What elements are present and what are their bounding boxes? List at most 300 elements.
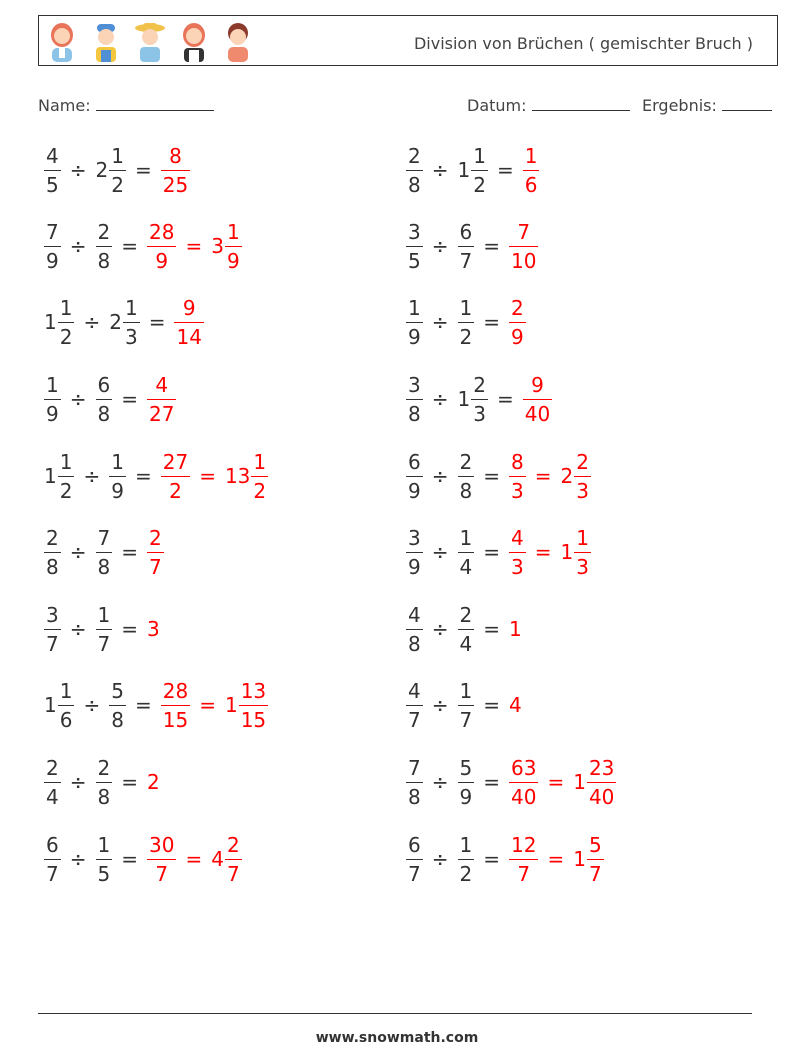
denominator: 9 bbox=[408, 324, 421, 349]
divide-sign: ÷ bbox=[431, 693, 449, 717]
denominator: 7 bbox=[517, 861, 531, 886]
numerator: 28 bbox=[149, 219, 175, 244]
fraction bbox=[174, 295, 203, 349]
fraction bbox=[161, 449, 190, 503]
whole-part: 1 bbox=[573, 770, 586, 794]
numerator: 1 bbox=[459, 525, 473, 550]
divide-sign: ÷ bbox=[431, 234, 449, 258]
numerator: 3 bbox=[408, 219, 421, 244]
fraction bbox=[509, 525, 526, 579]
numerator: 13 bbox=[240, 678, 267, 703]
equals-sign: = bbox=[121, 387, 138, 411]
denominator: 3 bbox=[576, 554, 589, 579]
denominator: 7 bbox=[588, 861, 602, 886]
equals-sign: = bbox=[185, 234, 203, 258]
fraction bbox=[406, 832, 423, 886]
fraction bbox=[147, 219, 176, 273]
problem-item bbox=[406, 446, 591, 506]
denominator: 2 bbox=[459, 324, 473, 349]
numerator: 2 bbox=[97, 755, 111, 780]
denominator: 9 bbox=[155, 248, 169, 273]
number bbox=[44, 372, 61, 426]
denominator: 7 bbox=[459, 248, 473, 273]
number bbox=[211, 832, 241, 886]
problem-item bbox=[406, 292, 526, 352]
worker-avatar-icon bbox=[89, 20, 123, 62]
numerator: 63 bbox=[511, 755, 537, 780]
number bbox=[406, 602, 423, 656]
denominator: 7 bbox=[46, 631, 59, 656]
fraction bbox=[406, 678, 423, 732]
number bbox=[509, 525, 526, 579]
equals-sign: = bbox=[134, 158, 152, 182]
problem-item bbox=[44, 752, 161, 812]
equals-sign: = bbox=[134, 693, 152, 717]
denominator: 2 bbox=[253, 478, 267, 503]
denominator: 7 bbox=[408, 707, 421, 732]
number bbox=[406, 525, 423, 579]
divide-sign: ÷ bbox=[431, 540, 449, 564]
number bbox=[44, 602, 61, 656]
answer bbox=[161, 678, 268, 732]
answer bbox=[174, 295, 203, 349]
fraction bbox=[44, 143, 61, 197]
numerator: 8 bbox=[169, 143, 182, 168]
whole-part: 1 bbox=[560, 540, 574, 564]
fraction bbox=[587, 755, 616, 809]
divide-sign: ÷ bbox=[83, 464, 101, 488]
numerator: 1 bbox=[59, 678, 73, 703]
fraction bbox=[44, 372, 61, 426]
number bbox=[573, 832, 603, 886]
denominator: 6 bbox=[524, 172, 538, 197]
problem-item bbox=[44, 599, 161, 659]
answer bbox=[147, 372, 176, 426]
divide-sign: ÷ bbox=[431, 847, 449, 871]
problem-item bbox=[406, 369, 552, 429]
divide-sign: ÷ bbox=[431, 770, 449, 794]
numerator: 7 bbox=[517, 219, 531, 244]
worksheet-title: Division von Brüchen ( gemischter Bruch ) bbox=[413, 34, 753, 53]
denominator: 40 bbox=[524, 401, 551, 426]
denominator: 4 bbox=[46, 784, 59, 809]
name-blank-line[interactable] bbox=[96, 94, 214, 111]
number bbox=[44, 755, 61, 809]
number bbox=[509, 449, 526, 503]
number bbox=[44, 449, 74, 503]
answer bbox=[509, 617, 523, 641]
whole-part: 1 bbox=[224, 693, 238, 717]
numerator: 5 bbox=[588, 832, 602, 857]
fraction bbox=[458, 295, 475, 349]
equals-sign: = bbox=[148, 310, 166, 334]
divide-sign: ÷ bbox=[431, 617, 449, 641]
number bbox=[406, 372, 423, 426]
whole-part: 4 bbox=[509, 693, 522, 717]
equals-sign: = bbox=[121, 234, 138, 258]
numerator: 27 bbox=[162, 449, 189, 474]
whole-part: 2 bbox=[95, 158, 109, 182]
denominator: 8 bbox=[97, 554, 111, 579]
divide-sign: ÷ bbox=[69, 540, 87, 564]
number bbox=[96, 372, 113, 426]
equals-sign: = bbox=[496, 387, 514, 411]
number bbox=[44, 525, 61, 579]
fraction bbox=[458, 602, 475, 656]
numerator: 2 bbox=[46, 525, 59, 550]
denominator: 8 bbox=[111, 707, 124, 732]
number bbox=[44, 832, 61, 886]
fraction bbox=[458, 525, 475, 579]
number bbox=[109, 449, 126, 503]
number bbox=[458, 678, 475, 732]
answer bbox=[523, 143, 540, 197]
numerator: 1 bbox=[459, 678, 473, 703]
denominator: 9 bbox=[408, 554, 421, 579]
number bbox=[44, 143, 61, 197]
equals-sign: = bbox=[199, 464, 216, 488]
result-field[interactable] bbox=[642, 94, 772, 115]
denominator: 8 bbox=[46, 554, 59, 579]
divide-sign: ÷ bbox=[69, 234, 87, 258]
problem-item bbox=[44, 292, 204, 352]
number bbox=[573, 755, 616, 809]
divide-sign: ÷ bbox=[431, 387, 449, 411]
number bbox=[523, 143, 540, 197]
number bbox=[523, 372, 552, 426]
fraction bbox=[458, 678, 475, 732]
equals-sign: = bbox=[185, 847, 203, 871]
fraction bbox=[523, 143, 540, 197]
number bbox=[147, 617, 161, 641]
divide-sign: ÷ bbox=[83, 310, 101, 334]
numerator: 4 bbox=[408, 602, 421, 627]
denominator: 14 bbox=[176, 324, 202, 349]
numerator: 7 bbox=[46, 219, 59, 244]
answer bbox=[509, 525, 591, 579]
denominator: 7 bbox=[155, 861, 169, 886]
name-label: Name: bbox=[38, 96, 91, 115]
fraction bbox=[471, 372, 488, 426]
numerator: 1 bbox=[111, 449, 124, 474]
footer-divider bbox=[38, 1013, 752, 1014]
denominator: 2 bbox=[169, 478, 182, 503]
fraction bbox=[96, 602, 113, 656]
numerator: 3 bbox=[408, 525, 421, 550]
date-blank-line[interactable] bbox=[532, 94, 630, 111]
denominator: 7 bbox=[149, 554, 162, 579]
fraction bbox=[147, 832, 176, 886]
fraction bbox=[58, 449, 75, 503]
fraction bbox=[161, 678, 190, 732]
denominator: 8 bbox=[408, 172, 421, 197]
fraction bbox=[251, 449, 268, 503]
numerator: 2 bbox=[459, 449, 473, 474]
number bbox=[109, 295, 139, 349]
equals-sign: = bbox=[483, 464, 500, 488]
problem-item bbox=[406, 675, 523, 735]
number bbox=[458, 525, 475, 579]
number bbox=[509, 832, 538, 886]
number bbox=[44, 219, 61, 273]
fraction bbox=[523, 372, 552, 426]
fraction bbox=[406, 219, 423, 273]
numerator: 2 bbox=[473, 372, 486, 397]
whole-part: 1 bbox=[457, 158, 471, 182]
numerator: 1 bbox=[459, 295, 473, 320]
denominator: 7 bbox=[408, 861, 421, 886]
denominator: 6 bbox=[59, 707, 73, 732]
answer bbox=[161, 143, 190, 197]
fraction bbox=[406, 372, 423, 426]
whole-part: 2 bbox=[560, 464, 574, 488]
date-field[interactable] bbox=[467, 94, 630, 115]
divide-sign: ÷ bbox=[69, 770, 87, 794]
denominator: 8 bbox=[408, 631, 421, 656]
denominator: 3 bbox=[511, 478, 524, 503]
answer bbox=[523, 372, 552, 426]
worksheet-header bbox=[38, 15, 778, 66]
number bbox=[509, 755, 538, 809]
number bbox=[457, 143, 488, 197]
numerator: 5 bbox=[111, 678, 124, 703]
waitress-avatar-icon bbox=[177, 20, 211, 62]
denominator: 3 bbox=[511, 554, 524, 579]
number bbox=[560, 449, 591, 503]
fraction bbox=[509, 832, 538, 886]
denominator: 8 bbox=[97, 784, 111, 809]
number bbox=[174, 295, 203, 349]
divide-sign: ÷ bbox=[69, 847, 87, 871]
numerator: 2 bbox=[408, 143, 421, 168]
problem-item bbox=[44, 829, 242, 889]
problem-item bbox=[44, 522, 164, 582]
denominator: 40 bbox=[511, 784, 537, 809]
problem-item bbox=[44, 140, 190, 200]
problem-item bbox=[44, 675, 268, 735]
fraction bbox=[123, 295, 140, 349]
divide-sign: ÷ bbox=[83, 693, 101, 717]
fraction bbox=[458, 832, 475, 886]
numerator: 5 bbox=[459, 755, 473, 780]
date-label: Datum: bbox=[467, 96, 527, 115]
equals-sign: = bbox=[483, 540, 500, 564]
numerator: 7 bbox=[97, 525, 111, 550]
numerator: 1 bbox=[97, 832, 111, 857]
number bbox=[95, 143, 126, 197]
number bbox=[161, 678, 190, 732]
result-blank-line[interactable] bbox=[722, 94, 772, 111]
numerator: 9 bbox=[182, 295, 196, 320]
fraction bbox=[109, 678, 126, 732]
numerator: 1 bbox=[253, 449, 267, 474]
denominator: 7 bbox=[46, 861, 59, 886]
denominator: 4 bbox=[459, 554, 473, 579]
number bbox=[406, 449, 423, 503]
equals-sign: = bbox=[496, 158, 514, 182]
denominator: 5 bbox=[97, 861, 111, 886]
whole-part: 1 bbox=[44, 310, 57, 334]
denominator: 9 bbox=[459, 784, 473, 809]
problem-item bbox=[406, 216, 538, 276]
numerator: 1 bbox=[524, 143, 538, 168]
fraction bbox=[509, 449, 526, 503]
problem-item bbox=[44, 216, 242, 276]
number bbox=[406, 143, 423, 197]
problem-item bbox=[406, 752, 616, 812]
fraction bbox=[96, 372, 113, 426]
number bbox=[96, 755, 113, 809]
numerator: 12 bbox=[511, 832, 537, 857]
denominator: 25 bbox=[162, 172, 189, 197]
whole-part: 1 bbox=[44, 464, 57, 488]
fraction bbox=[44, 832, 61, 886]
fraction bbox=[96, 525, 113, 579]
fraction bbox=[225, 219, 242, 273]
divide-sign: ÷ bbox=[431, 464, 449, 488]
number bbox=[161, 143, 190, 197]
answer bbox=[147, 617, 161, 641]
number bbox=[406, 678, 423, 732]
numerator: 23 bbox=[588, 755, 615, 780]
number bbox=[96, 602, 113, 656]
answer bbox=[147, 832, 242, 886]
problem-item bbox=[44, 446, 268, 506]
denominator: 9 bbox=[511, 324, 524, 349]
fraction bbox=[44, 525, 61, 579]
divide-sign: ÷ bbox=[69, 158, 87, 182]
fraction bbox=[96, 219, 113, 273]
problem-item bbox=[406, 599, 523, 659]
problem-item bbox=[406, 829, 604, 889]
fraction bbox=[44, 755, 61, 809]
divide-sign: ÷ bbox=[431, 158, 449, 182]
number bbox=[147, 372, 176, 426]
denominator: 15 bbox=[162, 707, 189, 732]
number bbox=[96, 832, 113, 886]
numerator: 4 bbox=[511, 525, 524, 550]
fraction bbox=[44, 219, 61, 273]
answer bbox=[509, 295, 526, 349]
problem-item bbox=[406, 140, 539, 200]
numerator: 1 bbox=[226, 219, 240, 244]
whole-part: 4 bbox=[211, 847, 224, 871]
denominator: 9 bbox=[408, 478, 421, 503]
denominator: 2 bbox=[111, 172, 124, 197]
avatar-row bbox=[45, 20, 255, 62]
answer bbox=[509, 449, 591, 503]
name-field[interactable] bbox=[38, 94, 214, 115]
whole-part: 13 bbox=[224, 464, 251, 488]
footer-url: www.snowmath.com bbox=[315, 1030, 479, 1046]
numerator: 1 bbox=[97, 602, 111, 627]
fraction bbox=[406, 295, 423, 349]
numerator: 2 bbox=[46, 755, 59, 780]
numerator: 9 bbox=[531, 372, 544, 397]
answer bbox=[509, 755, 616, 809]
whole-part: 3 bbox=[211, 234, 224, 258]
equals-sign: = bbox=[121, 770, 138, 794]
denominator: 2 bbox=[473, 172, 486, 197]
whole-part: 3 bbox=[147, 617, 160, 641]
denominator: 5 bbox=[46, 172, 59, 197]
problem-item bbox=[406, 522, 591, 582]
numerator: 3 bbox=[46, 602, 59, 627]
whole-part: 1 bbox=[457, 387, 471, 411]
denominator: 7 bbox=[459, 707, 473, 732]
equals-sign: = bbox=[483, 693, 500, 717]
denominator: 8 bbox=[408, 784, 421, 809]
number bbox=[458, 602, 475, 656]
number bbox=[509, 219, 538, 273]
fraction bbox=[458, 449, 475, 503]
numerator: 1 bbox=[576, 525, 589, 550]
fraction bbox=[58, 295, 75, 349]
denominator: 9 bbox=[46, 401, 59, 426]
number bbox=[147, 525, 164, 579]
whole-part: 2 bbox=[109, 310, 122, 334]
number bbox=[458, 755, 475, 809]
denominator: 8 bbox=[408, 401, 421, 426]
number bbox=[224, 449, 268, 503]
fraction bbox=[509, 295, 526, 349]
number bbox=[147, 832, 176, 886]
denominator: 5 bbox=[408, 248, 421, 273]
number bbox=[211, 219, 241, 273]
denominator: 2 bbox=[459, 861, 473, 886]
denominator: 7 bbox=[97, 631, 111, 656]
equals-sign: = bbox=[534, 464, 552, 488]
man-avatar-icon bbox=[221, 20, 255, 62]
fraction bbox=[406, 525, 423, 579]
divide-sign: ÷ bbox=[431, 310, 449, 334]
numerator: 6 bbox=[46, 832, 59, 857]
denominator: 2 bbox=[59, 478, 73, 503]
numerator: 1 bbox=[59, 449, 73, 474]
fraction bbox=[109, 143, 126, 197]
numerator: 4 bbox=[155, 372, 169, 397]
denominator: 4 bbox=[459, 631, 473, 656]
equals-sign: = bbox=[547, 847, 565, 871]
answer bbox=[509, 832, 604, 886]
equals-sign: = bbox=[547, 770, 565, 794]
numerator: 8 bbox=[511, 449, 524, 474]
number bbox=[458, 295, 475, 349]
denominator: 3 bbox=[473, 401, 486, 426]
farmer-avatar-icon bbox=[133, 20, 167, 62]
number bbox=[44, 295, 74, 349]
numerator: 3 bbox=[408, 372, 421, 397]
answer bbox=[147, 219, 242, 273]
fraction bbox=[406, 143, 423, 197]
denominator: 7 bbox=[226, 861, 240, 886]
number bbox=[457, 372, 488, 426]
number bbox=[509, 693, 523, 717]
equals-sign: = bbox=[121, 617, 138, 641]
number bbox=[147, 219, 176, 273]
equals-sign: = bbox=[121, 540, 138, 564]
whole-part: 1 bbox=[509, 617, 522, 641]
fraction bbox=[406, 602, 423, 656]
fraction bbox=[109, 449, 126, 503]
numerator: 28 bbox=[162, 678, 189, 703]
fraction bbox=[471, 143, 488, 197]
answer bbox=[509, 693, 523, 717]
numerator: 2 bbox=[576, 449, 589, 474]
fraction bbox=[587, 832, 604, 886]
fraction bbox=[96, 832, 113, 886]
fraction bbox=[406, 449, 423, 503]
